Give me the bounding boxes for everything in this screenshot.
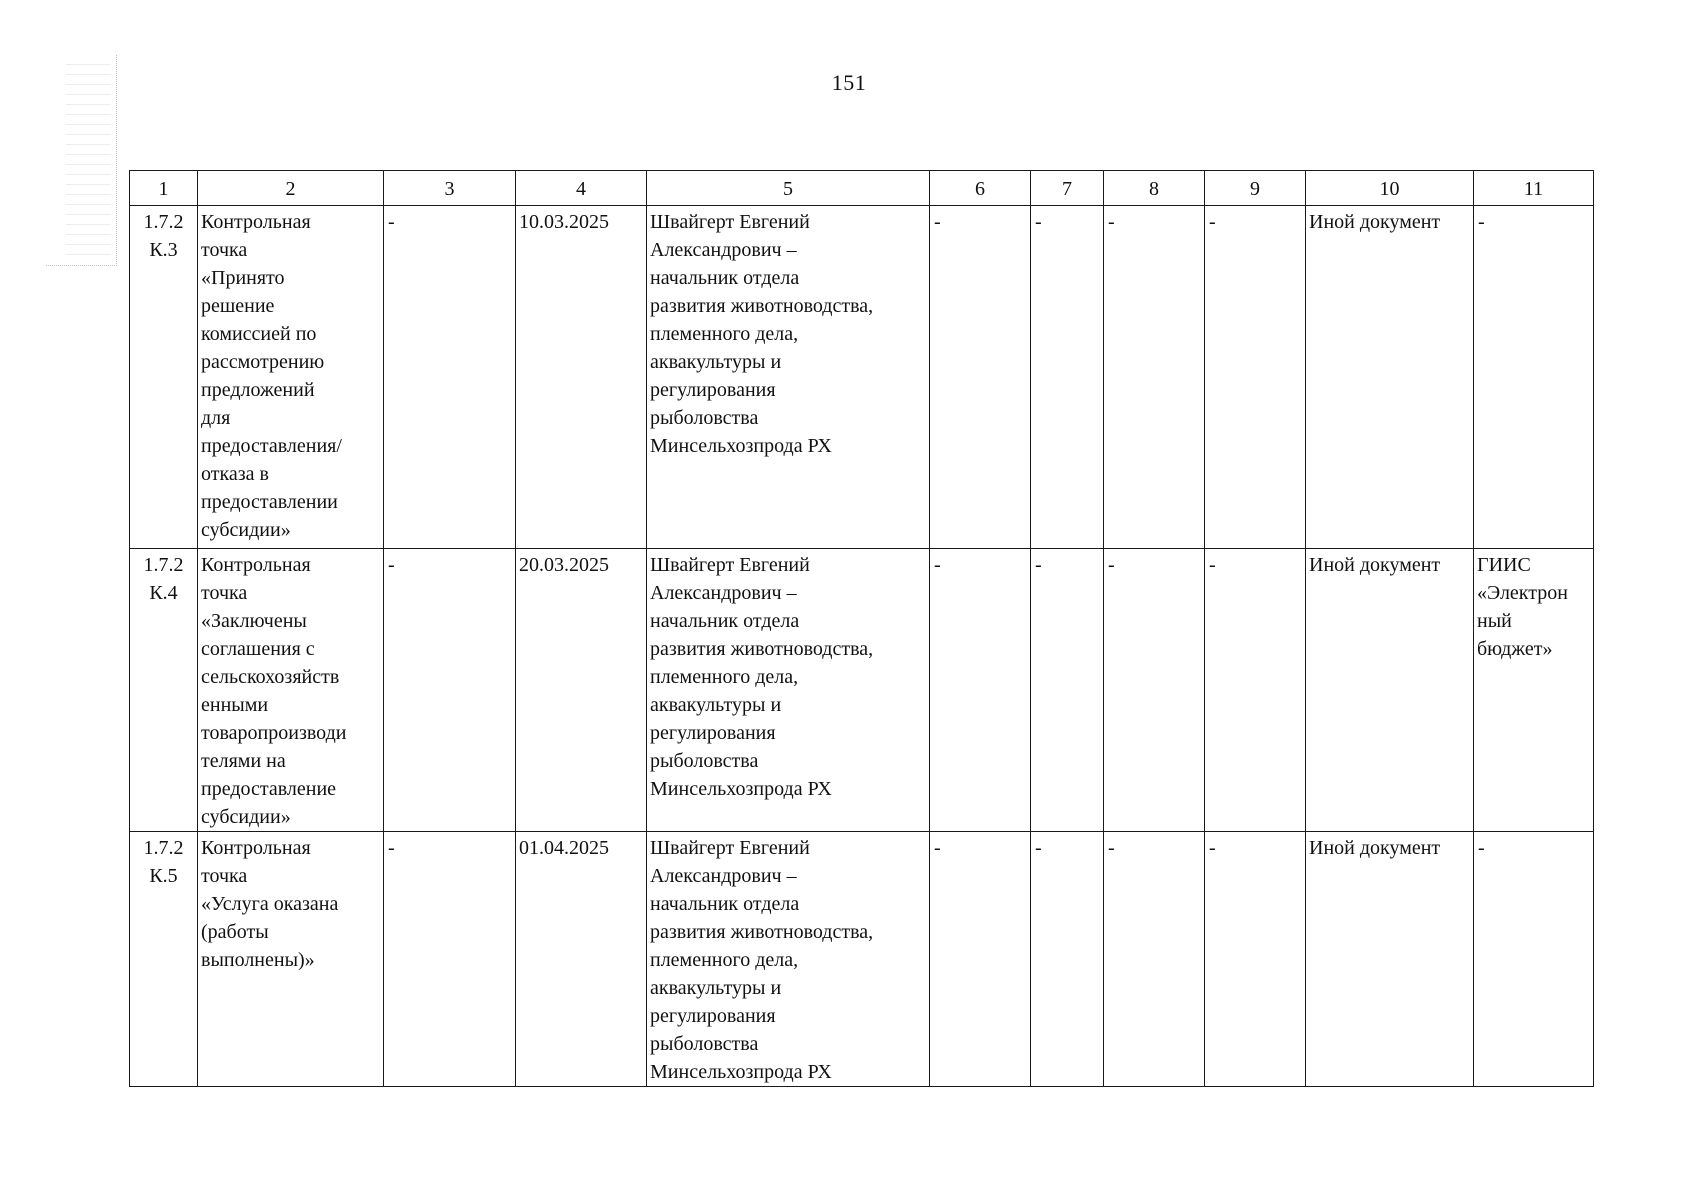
document-type: Иной документ: [1306, 549, 1474, 832]
cell-col-3: -: [384, 549, 516, 832]
column-header: 2: [198, 171, 384, 206]
information-system: ГИИС «Электрон ный бюджет»: [1474, 549, 1594, 832]
table-row: [130, 206, 1594, 549]
responsible-person: Швайгерт Евгений Александрович – начальник отдела развития животноводства, племенного дела, аквакультуры и регулирования рыболовства Минсельхозпрода РХ: [647, 549, 930, 832]
cell-col-6: -: [930, 832, 1031, 1087]
information-system: -: [1474, 832, 1594, 1087]
responsible-person: Швайгерт Евгений Александрович – начальник отдела развития животноводства, племенного дела, аквакультуры и регулирования рыболовства Минсельхозпрода РХ: [647, 832, 930, 1087]
control-point-name: Контрольная точка «Принято решение комиссией по рассмотрению предложений для предоставления/ отказа в предоставлении субсидии»: [198, 206, 384, 549]
control-point-name: Контрольная точка «Услуга оказана (работы выполнены)»: [198, 832, 384, 1087]
page-number: 151: [831, 70, 867, 95]
column-header: 4: [516, 171, 647, 206]
cell-col-6: -: [930, 206, 1031, 549]
cell-col-6: -: [930, 549, 1031, 832]
table-header-row: [130, 171, 1594, 206]
due-date: 01.04.2025: [516, 832, 647, 1087]
row-number: 1.7.2 К.4: [130, 549, 198, 832]
cell-col-8: -: [1104, 832, 1205, 1087]
column-header: 9: [1205, 171, 1306, 206]
cell-col-8: -: [1104, 549, 1205, 832]
column-header: 6: [930, 171, 1031, 206]
cell-col-3: -: [384, 832, 516, 1087]
cell-col-8: -: [1104, 206, 1205, 549]
document-type: Иной документ: [1306, 832, 1474, 1087]
column-header: 7: [1031, 171, 1104, 206]
row-number: 1.7.2 К.5: [130, 832, 198, 1087]
column-header: 5: [647, 171, 930, 206]
information-system: -: [1474, 206, 1594, 549]
due-date: 10.03.2025: [516, 206, 647, 549]
cell-col-9: -: [1205, 549, 1306, 832]
column-header: 10: [1306, 171, 1474, 206]
cell-col-7: -: [1031, 832, 1104, 1087]
control-point-name: Контрольная точка «Заключены соглашения с сельскохозяйств енными товаропроизводи телями на предоставление субсидии»: [198, 549, 384, 832]
cell-col-7: -: [1031, 206, 1104, 549]
due-date: 20.03.2025: [516, 549, 647, 832]
responsible-person: Швайгерт Евгений Александрович – начальник отдела развития животноводства, племенного дела, аквакультуры и регулирования рыболовства Минсельхозпрода РХ: [647, 206, 930, 549]
column-header: 11: [1474, 171, 1594, 206]
column-header: 3: [384, 171, 516, 206]
document-type: Иной документ: [1306, 206, 1474, 549]
cell-col-9: -: [1205, 832, 1306, 1087]
cell-col-9: -: [1205, 206, 1306, 549]
column-header: 1: [130, 171, 198, 206]
control-points-table: [129, 170, 1594, 1087]
row-number: 1.7.2 К.3: [130, 206, 198, 549]
cell-col-3: -: [384, 206, 516, 549]
column-header: 8: [1104, 171, 1205, 206]
cell-col-7: -: [1031, 549, 1104, 832]
table-row: [130, 549, 1594, 832]
table-row: [130, 832, 1594, 1087]
